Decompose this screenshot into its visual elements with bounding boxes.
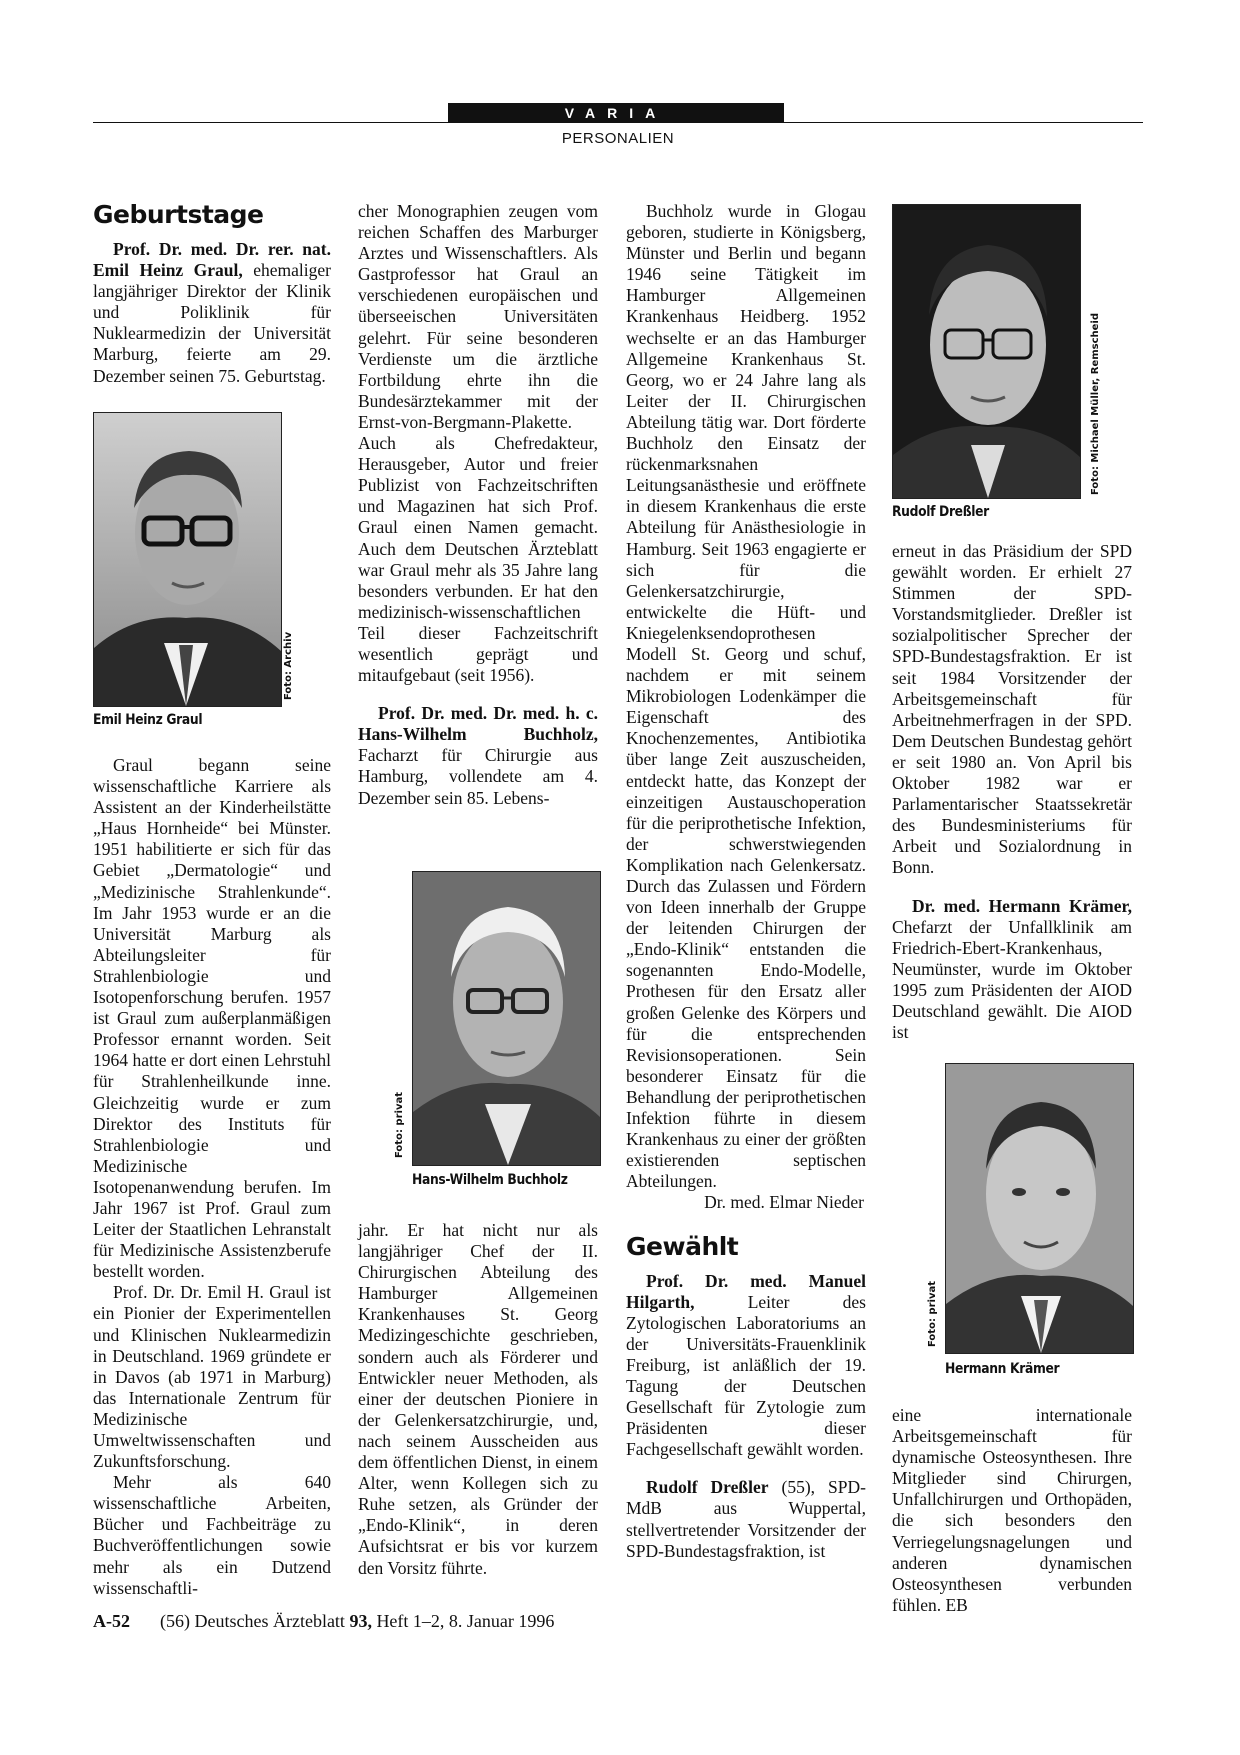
caption-kraemer: Hermann Krämer xyxy=(945,1361,1060,1377)
section-heading-gewaehlt: Gewählt xyxy=(626,1231,739,1261)
graul-continued: cher Monographien zeugen vom reichen Schaffen des Marburger Arztes und Wissenschaftlers. Als Gastprofessor hat Graul an verschiedenen europäischen und überseeischen Universitäten gelehrt. Für seine besonderen Verdienste um die ärztliche Fortbildung ehrte ihn die Bundesärztekammer mit der Ernst-von-Bergmann-Plakette. Auch als Chefredakteur, Herausgeber, Autor und freier Publizist von Fachzeitschriften und Magazinen hat sich Prof. Graul einen Namen gemacht. Auch dem Deutschen Ärzteblatt war Graul mehr als 35 Jahre lang besonders verbunden. Er hat den medizinisch-wissenschaftlichen Teil dieser Fachzeitschrift wesentlich geprägt und mitaufgebaut (seit 1956). xyxy=(358,201,598,686)
caption-graul: Emil Heinz Graul xyxy=(93,712,203,728)
dressler-continued: erneut in das Präsidium der SPD gewählt worden. Er erhielt 27 Stimmen der SPD-Vorstandsmitglieder. Dreßler ist sozialpolitischer Sprecher der SPD-Bundestagsfraktion. Er ist seit 1984 Vorsitzender der Arbeitsgemeinschaft für Arbeitnehmerfragen in der SPD. Dem Deutschen Bundestag gehört er seit 1980 an. Von April bis Oktober 1982 war er Parlamentarischer Staatssekretär des Bundesministeriums für Arbeit und Sozialordnung in Bonn. xyxy=(892,541,1132,878)
photo-kraemer xyxy=(945,1063,1134,1354)
buchholz-intro-text: Facharzt für Chirurgie aus Hamburg, vollendete am 4. Dezember sein 85. Lebens- xyxy=(358,745,598,808)
dressler-text: (55), SPD-MdB aus Wuppertal, stellvertretender Vorsitzender der SPD-Bundestagsfraktion, ist xyxy=(626,1477,866,1561)
photo-dressler xyxy=(892,204,1081,499)
hilgarth-name: Prof. Dr. med. Manuel Hilgarth, xyxy=(626,1270,866,1312)
graul-intro xyxy=(93,239,331,387)
column-3 xyxy=(626,201,866,1562)
buchholz-intro xyxy=(358,703,598,808)
column-2 xyxy=(358,201,598,809)
subsection-label: PERSONALIEN xyxy=(561,130,675,147)
dressler-name: Rudolf Dreßler xyxy=(646,1477,769,1498)
graul-career: Graul begann seine wissenschaftliche Karriere als Assistent an der Kinderheilstätte „Haus Hornheide“ bei Münster. 1951 habilitierte er sich für das Gebiet „Dermatologie“ und „Medizinische Strahlenkunde“. Im Jahr 1953 wurde er an die Universität Marburg als Abteilungsleiter für Strahlenbiologie und Isotopenforschung berufen. 1957 ist Graul zum außerplanmäßigen Professor ernannt worden. Seit 1964 hatte er dort einen Lehrstuhl für Strahlenheilkunde inne. Gleichzeitig wurde er zum Direktor des Instituts für Strahlenbiologie und Medizinische Isotopenanwendung berufen. Im Jahr 1967 ist Prof. Graul zum Leiter der Staatlichen Lehranstalt für Medizinische Assistenzberufe bestellt worden. xyxy=(93,755,331,1282)
graul-pioneer: Prof. Dr. Dr. Emil H. Graul ist ein Pionier der Experimentellen und Klinischen Nuklearmedizin in Deutschland. 1969 gründete er in Davos (ab 1971 in Marburg) das Internationale Zentrum für Medizinische Umweltwissenschaften und Zukunftsforschung. xyxy=(93,1282,331,1472)
kraemer-name: Dr. med. Hermann Krämer, xyxy=(912,895,1132,916)
page-footer xyxy=(93,1611,554,1632)
buchholz-biography: Buchholz wurde in Glogau geboren, studierte in Königsberg, Münster und Berlin und begann 1946 seine Tätigkeit im Hamburger Allgemeinen Krankenhaus Heidberg. 1952 wechselte er an das Hamburger Allgemeine Krankenhaus St. Georg, wo er 24 Jahre lang als Leiter der II. Chirurgischen Abteilung tätig war. Dort förderte Buchholz den Einsatz der rückenmarksnahen Leitungsanästhesie und eröffnete in diesem Krankenhaus die erste Abteilung für Anästhesiologie in Hamburg. Seit 1963 engagierte er sich für die Gelenkersatzchirurgie, entwickelte die Hüft- und Kniegelenksendoprothesen Modell St. Georg und schuf, nachdem er mit seinem Mikrobiologen Lodenkämper die Eigenschaft des Knochenzementes, Antibiotika über lange Zeit auszuscheiden, entdeckt hatte, das Konzept der einzeitigen Austauschoperation für die periprothetische Infektion, der schwerstwiegenden Komplikation nach Gelenkersatz. Durch das Zulassen und Fördern von Ideen innerhalb der Gruppe der leitenden Chirurgen der „Endo-Klinik“ entstanden die sogenannten Endo-Modelle, Prothesen für den Ersatz aller großen Gelenke des Körpers und für die entsprechenden Revisionsoperationen. Sein besonderer Einsatz für die Behandlung der periprothetischen Infektion führte in diesem Krankenhaus zu einer der größten existierenden septischen Abteilungen. xyxy=(626,201,866,1192)
column-1 xyxy=(93,200,331,387)
page-number: A-52 xyxy=(93,1611,130,1631)
photo-credit-dressler: Foto: Michael Müller, Remscheid xyxy=(1090,312,1101,495)
photo-credit-graul: Foto: Archiv xyxy=(283,631,294,700)
photo-credit-buchholz: Foto: privat xyxy=(394,1092,405,1158)
section-heading-geburtstage: Geburtstage xyxy=(93,200,264,229)
hilgarth-text: Leiter des Zytologischen Laboratoriums an der Universitäts-Frauenklinik Freiburg, ist anläßlich der 19. Tagung der Deutschen Gesellschaft für Zytologie zum Präsidenten dieser Fachgesellschaft gewählt worden. xyxy=(626,1291,866,1460)
caption-dressler: Rudolf Dreßler xyxy=(892,504,989,520)
column-4 xyxy=(892,541,1132,1043)
buchholz-career: jahr. Er hat nicht nur als langjähriger Chef der II. Chirurgischen Abteilung des Hamburger Allgemeinen Krankenhauses St. Georg Medizingeschichte geschrieben, sondern auch als Förderer und Entwickler neuer Methoden, als einer der deutschen Pioniere in der Gelenkersatzchirurgie, und, nach seinem Ausscheiden aus dem öffentlichen Dienst, in einem Alter, wenn Kollegen sich zu Ruhe setzen, als Gründer der „Endo-Klinik“, in deren Aufsichtsrat er bis vor kurzem den Vorsitz führte. xyxy=(358,1220,598,1578)
column-1-continued xyxy=(93,755,331,1599)
column-4-continued xyxy=(892,1405,1132,1616)
author-signature: Dr. med. Elmar Nieder xyxy=(704,1192,864,1213)
dressler-entry xyxy=(626,1477,866,1561)
citation-prefix: (56) Deutsches Ärzteblatt xyxy=(160,1611,350,1631)
header-rule xyxy=(93,122,1143,123)
photo-graul xyxy=(93,412,282,707)
photo-buchholz xyxy=(412,871,601,1166)
graul-intro-text: ehemaliger langjähriger Direktor der Klinik und Poliklinik für Nuklearmedizin der Universität Marburg, feierte am 29. Dezember seinen 75. Geburtstag. xyxy=(93,260,331,386)
section-banner: VARIA xyxy=(448,103,784,123)
citation-volume: 93, xyxy=(349,1611,372,1631)
kraemer-text: Chefarzt der Unfallklinik am Friedrich-Ebert-Krankenhaus, Neumünster, wurde im Oktober 1995 zum Präsidenten der AIOD Deutschland gewählt. Die AIOD ist xyxy=(892,916,1132,1043)
kraemer-entry xyxy=(892,896,1132,1044)
column-2-continued xyxy=(358,1220,598,1579)
photo-credit-kraemer: Foto: privat xyxy=(927,1281,938,1347)
graul-name: Prof. Dr. med. Dr. rer. nat. Emil Heinz Graul, xyxy=(93,239,331,281)
graul-publications: Mehr als 640 wissenschaftliche Arbeiten, Bücher und Fachbeiträge zu Buchveröffentlichungen sowie mehr als ein Dutzend wissenschaftli- xyxy=(93,1472,331,1598)
aiod-description: eine internationale Arbeitsgemeinschaft für dynamische Osteosynthesen. Ihre Mitglieder sind Chirurgen, Unfallchirurgen und Orthopäden, die sich besonders den Verriegelungsnagelungen und anderen dynamischen Osteosynthesen verbunden fühlen. EB xyxy=(892,1405,1132,1615)
buchholz-name: Prof. Dr. med. Dr. med. h. c. Hans-Wilhelm Buchholz, xyxy=(358,703,598,745)
caption-buchholz: Hans-Wilhelm Buchholz xyxy=(412,1172,568,1188)
citation-suffix: Heft 1–2, 8. Januar 1996 xyxy=(371,1611,555,1631)
hilgarth-entry xyxy=(626,1271,866,1461)
